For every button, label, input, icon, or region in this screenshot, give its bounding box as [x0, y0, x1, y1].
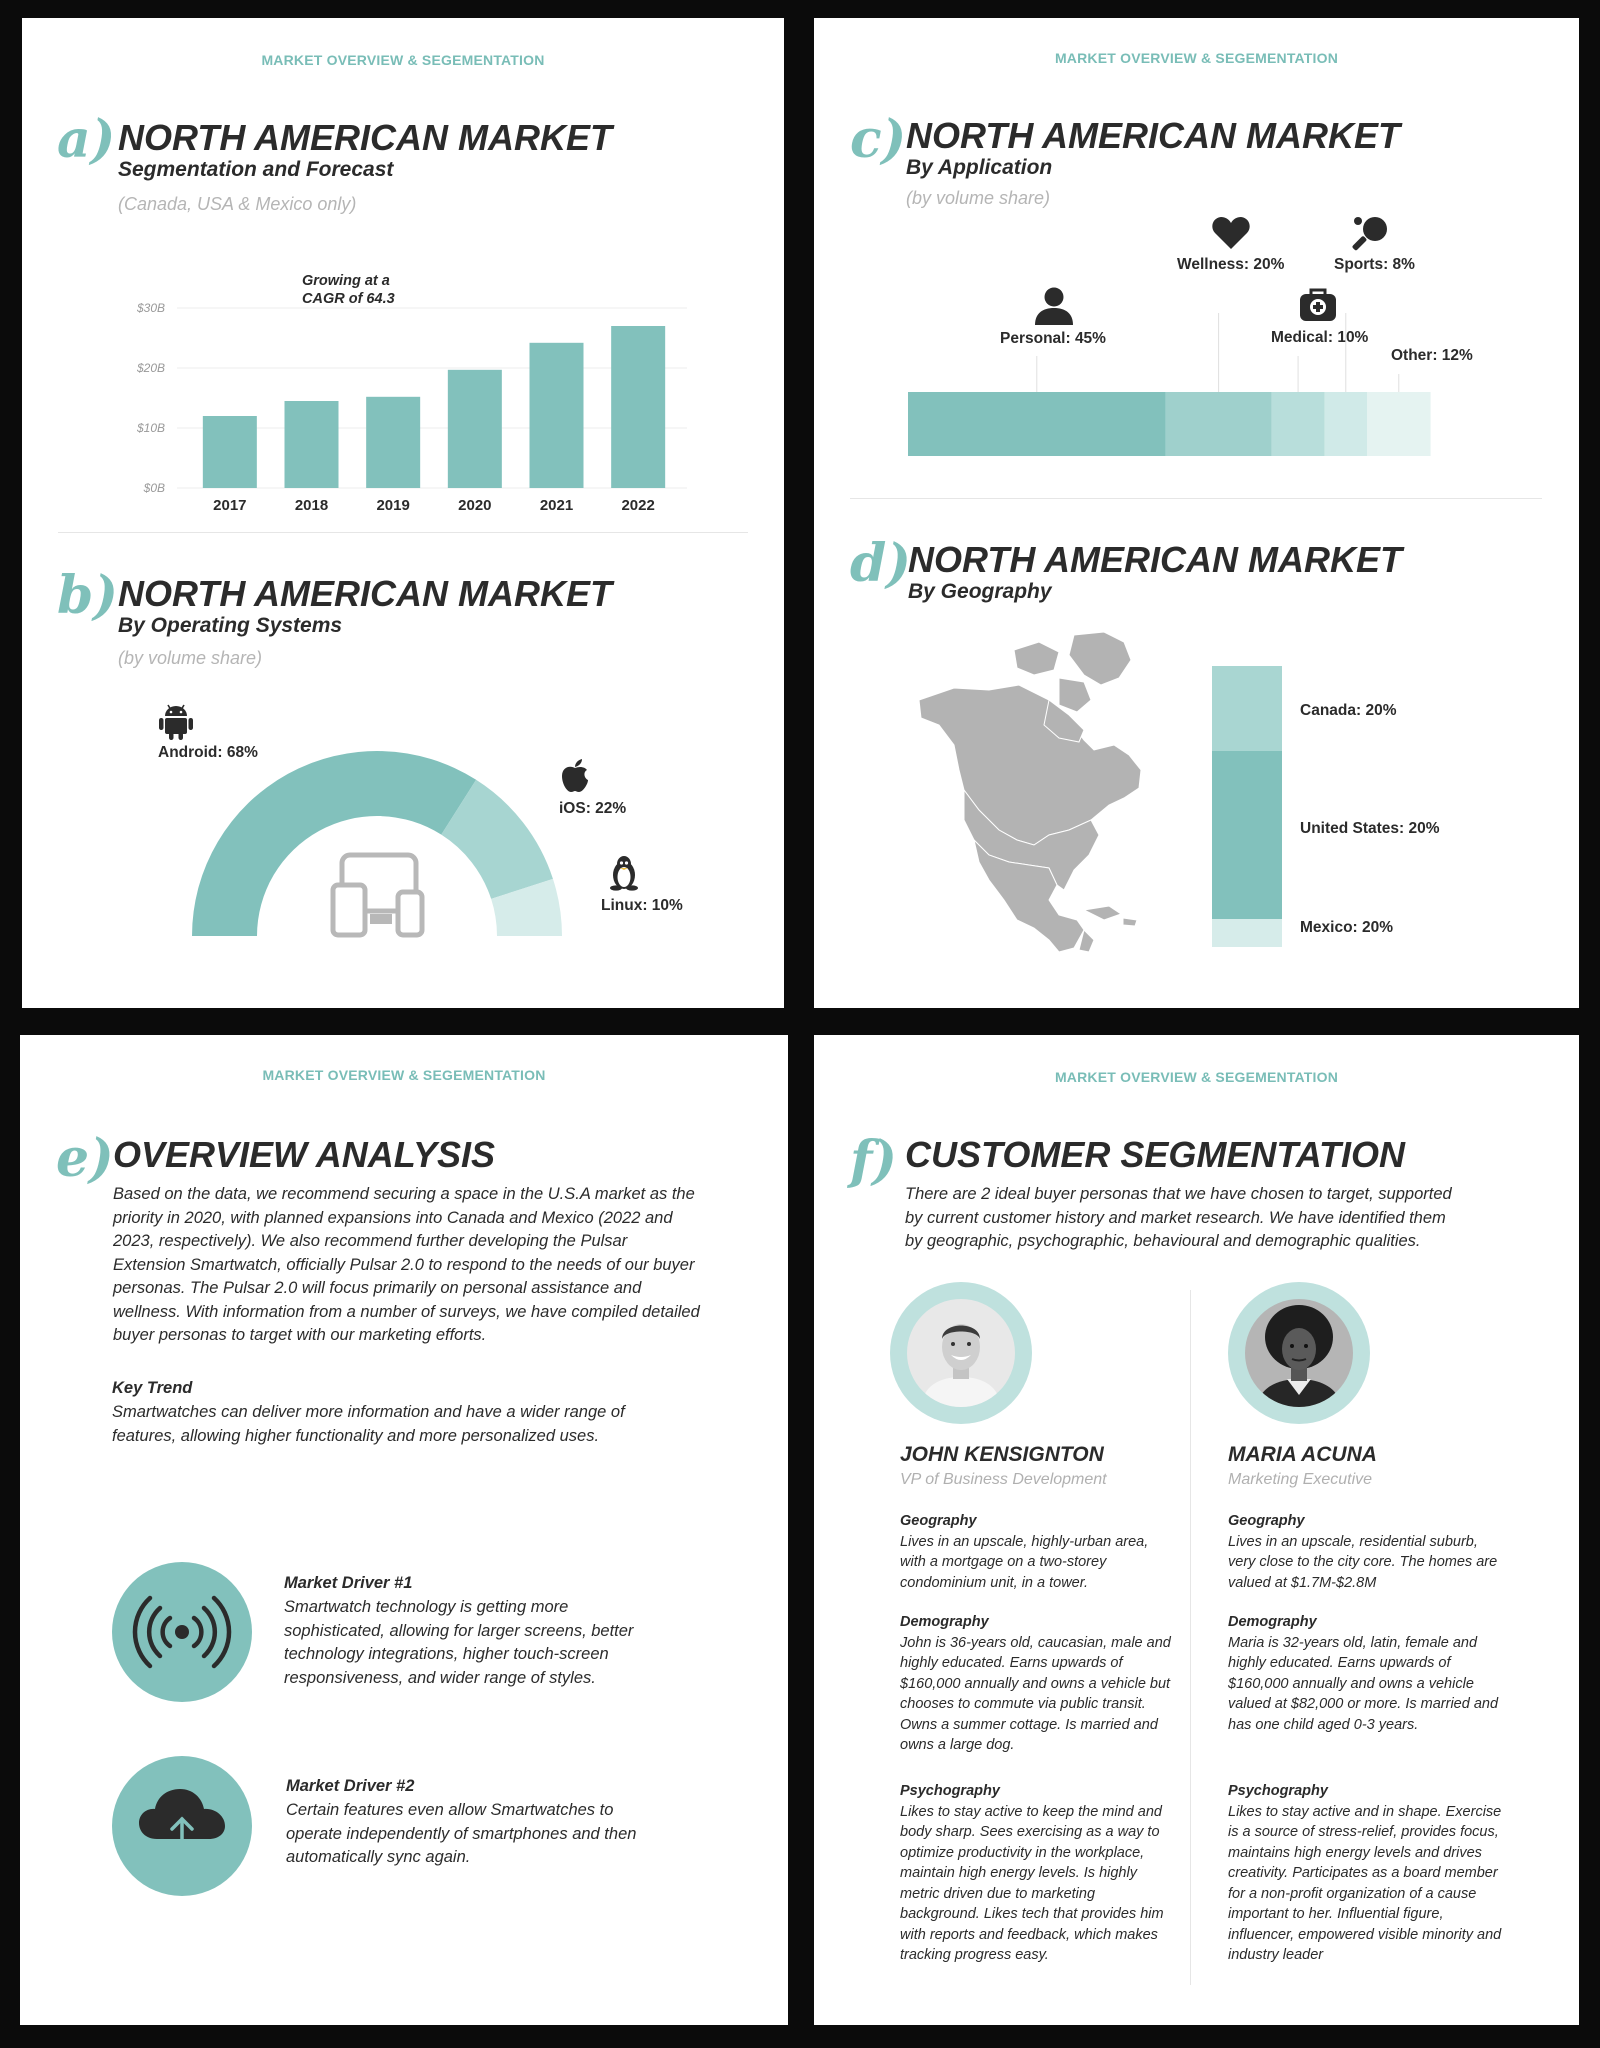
bar — [203, 416, 257, 488]
panel-a-subtitle: Segmentation and Forecast — [118, 158, 394, 181]
demography-heading: Demography — [1228, 1614, 1317, 1630]
android-label: Android: 68% — [158, 744, 258, 761]
psychography-text: Likes to stay active to keep the mind and body sharp. Sees exercising as a way to optimize productivity in the workplace, maintain high energy levels. Is highly metric driven due to marketing background. Likes tech that provides him with reports and feedback, which makes tracking progress easy. — [900, 1803, 1164, 1963]
geography-text: Lives in an upscale, residential suburb, very close to the city core. The homes are valued at $1.7M-$2.8M — [1228, 1533, 1498, 1591]
section-letter-b: b) — [57, 565, 118, 626]
driver-1-text: Smartwatch technology is getting more sophisticated, allowing for larger screens, better technology integrations, higher touch-screen responsiveness, and wider range of styles. — [284, 1598, 634, 1687]
section-letter-f: f) — [850, 1130, 897, 1191]
persona-maria-psychography — [1228, 1781, 1503, 1966]
personal-label: Personal: 45% — [1000, 330, 1106, 347]
section-label: MARKET OVERVIEW & SEGEMENTATION — [1054, 50, 1339, 66]
key-trend-text: Smartwatches can deliver more information and have a wider range of features, allowing higher functionality and more personalized uses. — [112, 1403, 625, 1445]
other-label: Other: 12% — [1391, 347, 1473, 364]
x-tick-label: 2021 — [539, 497, 574, 514]
mexico-label: Mexico: 20% — [1300, 919, 1394, 936]
geo-segment — [1212, 751, 1282, 919]
bar — [530, 343, 584, 488]
sports-label: Sports: 8% — [1334, 256, 1415, 273]
section-letter-d: d) — [850, 533, 911, 594]
apple-icon — [559, 758, 591, 794]
x-tick-label: 2018 — [294, 497, 329, 514]
x-tick-label: 2022 — [621, 497, 655, 514]
page-panel-cd — [814, 18, 1579, 1008]
broadcast-icon — [132, 1582, 232, 1682]
page-panel-e — [20, 1035, 788, 2025]
section-letter-c: c) — [850, 109, 907, 170]
panel-c-note: (by volume share) — [906, 188, 1051, 208]
persona-john-demography — [900, 1612, 1175, 1756]
section-label: MARKET OVERVIEW & SEGEMENTATION — [261, 52, 545, 68]
persona-john-psychography — [900, 1781, 1175, 1966]
geo-segment — [1212, 666, 1282, 751]
persona-maria-geography — [1228, 1511, 1503, 1593]
panel-a-title: NORTH AMERICAN MARKET — [118, 117, 612, 158]
driver-2-heading: Market Driver #2 — [286, 1777, 415, 1795]
avatar-maria — [1245, 1299, 1353, 1407]
demography-text: Maria is 32-years old, latin, female and highly educated. Earns upwards of $160,000 annually and owns a vehicle valued at $82,000 or more. Is married and has one child aged 0-3 years. — [1228, 1634, 1499, 1733]
demography-heading: Demography — [900, 1614, 989, 1630]
panel-c-title: NORTH AMERICAN MARKET — [906, 115, 1400, 156]
section-label: MARKET OVERVIEW & SEGEMENTATION — [1054, 1069, 1339, 1085]
geo-segment — [1212, 919, 1282, 947]
section-letter-a: a) — [57, 109, 116, 170]
section-letter-e: e) — [56, 1128, 114, 1189]
panel-e-title: OVERVIEW ANALYSIS — [113, 1134, 496, 1175]
psychography-text: Likes to stay active and in shape. Exercise is a source of stress-relief, provides focus, maintains high energy levels and drives creativity. Participates as a board member for a non-profit organization of a cause important to her. Influential figure, influencer, empowered visible minority and industry leader — [1228, 1803, 1502, 1963]
panel-f-title: CUSTOMER SEGMENTATION — [905, 1134, 1406, 1175]
panel-d-subtitle: By Geography — [908, 580, 1052, 603]
bar — [448, 370, 502, 488]
x-tick-label: 2017 — [213, 497, 247, 514]
persona-role-maria: Marketing Executive — [1228, 1471, 1373, 1488]
page-panel-f — [814, 1035, 1579, 2025]
annotation-line-1: Growing at a — [302, 273, 390, 289]
y-tick-label: $0B — [143, 481, 165, 495]
panel-b-title: NORTH AMERICAN MARKET — [118, 573, 612, 614]
y-tick-label: $20B — [136, 361, 165, 375]
linux-icon — [607, 853, 641, 891]
page-panel-ab — [22, 18, 784, 1008]
ios-label: iOS: 22% — [559, 800, 627, 817]
divider — [58, 532, 748, 533]
driver-1-heading: Market Driver #1 — [284, 1574, 413, 1592]
y-tick-label: $10B — [136, 421, 165, 435]
chart-annotation — [302, 272, 395, 308]
devices-icon — [330, 852, 430, 938]
panel-d-title: NORTH AMERICAN MARKET — [908, 539, 1402, 580]
annotation-line-2: CAGR of 64.3 — [302, 291, 395, 307]
driver-2-text: Certain features even allow Smartwatches to operate independently of smartphones and then automatically sync again. — [286, 1801, 637, 1866]
android-icon — [158, 702, 194, 742]
persona-role-john: VP of Business Development — [900, 1471, 1107, 1488]
us-label: United States: 20% — [1300, 820, 1440, 837]
panel-a-note: (Canada, USA & Mexico only) — [118, 194, 357, 214]
persona-name-maria: MARIA ACUNA — [1228, 1443, 1377, 1466]
geography-share-bar — [814, 18, 1579, 1008]
panel-b-note: (by volume share) — [118, 648, 263, 668]
panel-b-subtitle: By Operating Systems — [118, 614, 343, 637]
bar — [366, 397, 420, 488]
x-tick-label: 2019 — [376, 497, 410, 514]
bar — [611, 326, 665, 488]
panel-c-subtitle: By Application — [906, 156, 1053, 179]
section-label: MARKET OVERVIEW & SEGEMENTATION — [262, 1067, 546, 1083]
forecast-bar-chart — [122, 268, 702, 518]
persona-maria-demography — [1228, 1612, 1503, 1735]
wellness-label: Wellness: 20% — [1177, 256, 1285, 273]
medical-label: Medical: 10% — [1271, 329, 1369, 346]
cloud-upload-icon — [137, 1785, 227, 1865]
y-tick-label: $30B — [136, 301, 165, 315]
psychography-heading: Psychography — [900, 1783, 1000, 1799]
geography-text: Lives in an upscale, highly-urban area, with a mortgage on a two-storey condominium unit, in a tower. — [900, 1533, 1149, 1591]
persona-name-john: JOHN KENSIGNTON — [900, 1443, 1104, 1466]
avatar-john — [907, 1299, 1015, 1407]
geography-heading: Geography — [900, 1513, 977, 1529]
bar — [285, 401, 339, 488]
geography-heading: Geography — [1228, 1513, 1305, 1529]
segmentation-paragraph: There are 2 ideal buyer personas that we have chosen to target, supported by current customer history and market research. We have identified them by geographic, psychographic, behavioural and demographic qualities. — [905, 1185, 1452, 1250]
canada-label: Canada: 20% — [1300, 702, 1397, 719]
linux-label: Linux: 10% — [601, 897, 683, 914]
key-trend-heading: Key Trend — [112, 1379, 193, 1397]
persona-divider — [1190, 1290, 1191, 1985]
psychography-heading: Psychography — [1228, 1783, 1328, 1799]
persona-john-geography — [900, 1511, 1175, 1593]
overview-paragraph: Based on the data, we recommend securing a space in the U.S.A market as the priority in 2020, with planned expansions into Canada and Mexico (2022 and 2023, respectively). We also recommend further developing the Pulsar Extension Smartwatch, officially Pulsar 2.0 to respond to the needs of our buyer personas. The Pulsar 2.0 will focus primarily on personal assistance and wellness. With information from a number of surveys, we have compiled detailed buyer personas to target with our marketing efforts. — [113, 1185, 700, 1344]
x-tick-label: 2020 — [458, 497, 492, 514]
demography-text: John is 36-years old, caucasian, male and highly educated. Earns upwards of $160,000 annually and owns a vehicle but chooses to commute via public transit. Owns a summer cottage. Is married and owns a large dog. — [900, 1634, 1171, 1753]
